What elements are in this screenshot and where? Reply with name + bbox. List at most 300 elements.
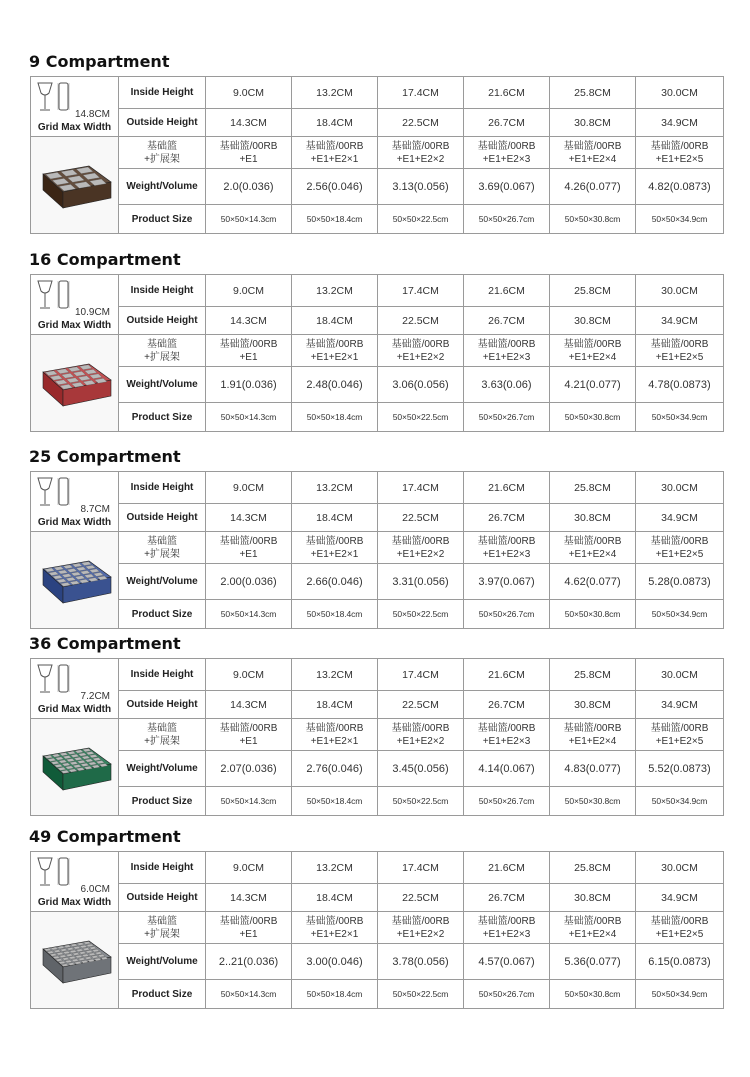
outside-height-label: Outside Height: [119, 691, 206, 719]
config-cell-line1: 基础篮/00RB: [391, 535, 450, 547]
config-cell-line1: 基础篮/00RB: [391, 722, 450, 734]
outside-height-cell: 18.4CM: [292, 884, 378, 912]
weight-volume-cell: 3.31(0.056): [378, 564, 464, 600]
table-row: [31, 884, 724, 912]
product-size-cell: 50×50×22.5cm: [378, 403, 464, 432]
inside-height-label: Inside Height: [119, 659, 206, 691]
outside-height-cell: 14.3CM: [206, 691, 292, 719]
product-size-cell: 50×50×30.8cm: [550, 787, 636, 816]
glass-outline-icon: [34, 80, 76, 114]
product-size-cell: 50×50×34.9cm: [636, 980, 724, 1009]
config-cell-line1: 基础篮/00RB: [305, 915, 364, 927]
grid-width-cell: [31, 659, 119, 719]
product-size-cell: 50×50×14.3cm: [206, 205, 292, 234]
section-title: 9 Compartment: [29, 52, 170, 71]
product-size-cell: 50×50×30.8cm: [550, 205, 636, 234]
inside-height-cell: 13.2CM: [292, 659, 378, 691]
inside-height-cell: 25.8CM: [550, 659, 636, 691]
grid-max-width-value: 14.8CM: [74, 109, 110, 120]
compartment-rack-icon: [35, 738, 115, 796]
outside-height-cell: 26.7CM: [464, 109, 550, 137]
table-row: [31, 335, 724, 367]
outside-height-cell: 14.3CM: [206, 307, 292, 335]
config-cell-line1: 基础篮/00RB: [391, 338, 450, 350]
config-cell-line2: +E1+E2×1: [310, 153, 359, 165]
weight-volume-cell: 4.82(0.0873): [636, 169, 724, 205]
weight-volume-cell: 2.48(0.046): [292, 367, 378, 403]
config-cell: [636, 912, 724, 944]
inside-height-cell: 30.0CM: [636, 472, 724, 504]
outside-height-cell: 30.8CM: [550, 691, 636, 719]
product-size-cell: 50×50×18.4cm: [292, 205, 378, 234]
config-cell: [464, 532, 550, 564]
config-cell: [636, 137, 724, 169]
table-row: [31, 912, 724, 944]
product-size-cell: 50×50×14.3cm: [206, 787, 292, 816]
config-cell-line2: +E1+E2×4: [568, 928, 617, 940]
product-size-cell: 50×50×34.9cm: [636, 205, 724, 234]
inside-height-cell: 17.4CM: [378, 275, 464, 307]
spec-table: [30, 471, 724, 629]
weight-volume-cell: 3.45(0.056): [378, 751, 464, 787]
config-label: [119, 719, 206, 751]
config-label: [119, 532, 206, 564]
product-size-cell: 50×50×30.8cm: [550, 980, 636, 1009]
config-cell: [378, 335, 464, 367]
config-cell-line1: 基础篮/00RB: [219, 338, 278, 350]
config-cell: [464, 719, 550, 751]
product-size-label: Product Size: [119, 980, 206, 1009]
outside-height-cell: 34.9CM: [636, 884, 724, 912]
config-cell: [550, 137, 636, 169]
config-cell-line1: 基础篮/00RB: [477, 140, 536, 152]
inside-height-cell: 13.2CM: [292, 275, 378, 307]
inside-height-cell: 25.8CM: [550, 852, 636, 884]
inside-height-cell: 21.6CM: [464, 77, 550, 109]
weight-volume-cell: 2.66(0.046): [292, 564, 378, 600]
config-cell-line2: +E1: [239, 153, 258, 165]
product-size-cell: 50×50×30.8cm: [550, 403, 636, 432]
config-cell-line1: 基础篮/00RB: [563, 338, 622, 350]
compartment-rack-icon: [35, 354, 115, 412]
spec-table: [30, 851, 724, 1009]
weight-volume-cell: 3.13(0.056): [378, 169, 464, 205]
product-size-cell: 50×50×30.8cm: [550, 600, 636, 629]
outside-height-cell: 26.7CM: [464, 307, 550, 335]
table-row: [31, 205, 724, 234]
table-row: [31, 564, 724, 600]
config-cell-line2: +E1+E2×5: [655, 735, 704, 747]
weight-volume-cell: 2.56(0.046): [292, 169, 378, 205]
weight-volume-cell: 4.57(0.067): [464, 944, 550, 980]
glass-outline-icon: [34, 278, 76, 312]
outside-height-cell: 30.8CM: [550, 307, 636, 335]
compartment-rack-icon: [35, 551, 115, 609]
config-cell-line2: +E1+E2×2: [396, 735, 445, 747]
product-size-label: Product Size: [119, 600, 206, 629]
weight-volume-cell: 3.78(0.056): [378, 944, 464, 980]
outside-height-label: Outside Height: [119, 504, 206, 532]
outside-height-cell: 26.7CM: [464, 691, 550, 719]
config-cell-line2: +E1+E2×2: [396, 928, 445, 940]
config-cell-line2: +E1+E2×4: [568, 153, 617, 165]
outside-height-cell: 22.5CM: [378, 109, 464, 137]
config-cell-line2: +E1+E2×5: [655, 928, 704, 940]
product-size-cell: 50×50×14.3cm: [206, 600, 292, 629]
config-cell: [292, 719, 378, 751]
product-size-cell: 50×50×14.3cm: [206, 980, 292, 1009]
outside-height-cell: 22.5CM: [378, 691, 464, 719]
outside-height-cell: 30.8CM: [550, 504, 636, 532]
grid-max-width-label: Grid Max Width: [37, 122, 112, 133]
config-cell: [636, 335, 724, 367]
rack-image-cell: [31, 532, 119, 629]
config-cell-line1: 基础篮/00RB: [650, 722, 709, 734]
product-size-cell: 50×50×26.7cm: [464, 403, 550, 432]
inside-height-cell: 21.6CM: [464, 659, 550, 691]
product-size-cell: 50×50×34.9cm: [636, 787, 724, 816]
table-row: [31, 852, 724, 884]
outside-height-cell: 22.5CM: [378, 884, 464, 912]
table-row: [31, 367, 724, 403]
grid-max-width-value: 6.0CM: [80, 884, 110, 895]
inside-height-label: Inside Height: [119, 852, 206, 884]
weight-volume-cell: 5.28(0.0873): [636, 564, 724, 600]
config-cell: [550, 335, 636, 367]
config-cell: [206, 912, 292, 944]
config-cell: [292, 335, 378, 367]
table-row: [31, 169, 724, 205]
config-cell-line1: 基础篮/00RB: [650, 915, 709, 927]
grid-max-width-label: Grid Max Width: [37, 320, 112, 331]
config-cell: [378, 719, 464, 751]
config-label-line1: 基础篮: [147, 535, 177, 547]
config-cell-line1: 基础篮/00RB: [563, 140, 622, 152]
config-cell-line1: 基础篮/00RB: [305, 535, 364, 547]
table-row: [31, 109, 724, 137]
outside-height-cell: 26.7CM: [464, 504, 550, 532]
config-cell: [206, 532, 292, 564]
inside-height-cell: 9.0CM: [206, 77, 292, 109]
product-size-cell: 50×50×26.7cm: [464, 600, 550, 629]
weight-volume-label: Weight/Volume: [119, 169, 206, 205]
weight-volume-label: Weight/Volume: [119, 751, 206, 787]
config-cell-line1: 基础篮/00RB: [219, 140, 278, 152]
weight-volume-label: Weight/Volume: [119, 367, 206, 403]
outside-height-cell: 26.7CM: [464, 884, 550, 912]
config-cell-line1: 基础篮/00RB: [650, 338, 709, 350]
table-row: [31, 504, 724, 532]
config-label: [119, 912, 206, 944]
weight-volume-cell: 2.00(0.036): [206, 564, 292, 600]
rack-image-cell: [31, 335, 119, 432]
spec-table: [30, 76, 724, 234]
outside-height-cell: 14.3CM: [206, 504, 292, 532]
config-cell-line1: 基础篮/00RB: [650, 535, 709, 547]
table-row: [31, 472, 724, 504]
config-cell-line2: +E1: [239, 928, 258, 940]
config-cell-line2: +E1+E2×5: [655, 153, 704, 165]
config-cell: [378, 532, 464, 564]
config-cell-line1: 基础篮/00RB: [219, 535, 278, 547]
config-label-line1: 基础篮: [147, 338, 177, 350]
weight-volume-label: Weight/Volume: [119, 564, 206, 600]
config-cell-line2: +E1+E2×1: [310, 548, 359, 560]
config-cell-line2: +E1+E2×3: [482, 928, 531, 940]
compartment-rack-icon: [35, 156, 115, 214]
table-row: [31, 77, 724, 109]
config-cell-line1: 基础篮/00RB: [477, 915, 536, 927]
config-cell-line1: 基础篮/00RB: [477, 338, 536, 350]
outside-height-label: Outside Height: [119, 307, 206, 335]
section-title: 36 Compartment: [29, 634, 181, 653]
config-cell-line2: +E1+E2×2: [396, 153, 445, 165]
weight-volume-label: Weight/Volume: [119, 944, 206, 980]
product-size-cell: 50×50×18.4cm: [292, 403, 378, 432]
spec-table: [30, 658, 724, 816]
grid-max-width-value: 7.2CM: [80, 691, 110, 702]
product-size-cell: 50×50×26.7cm: [464, 205, 550, 234]
product-size-cell: 50×50×34.9cm: [636, 403, 724, 432]
weight-volume-cell: 3.69(0.067): [464, 169, 550, 205]
config-label-line1: 基础篮: [147, 915, 177, 927]
inside-height-label: Inside Height: [119, 275, 206, 307]
config-cell-line2: +E1+E2×5: [655, 351, 704, 363]
outside-height-cell: 18.4CM: [292, 691, 378, 719]
config-cell: [292, 532, 378, 564]
outside-height-cell: 18.4CM: [292, 504, 378, 532]
config-label-line2: +扩展架: [144, 735, 180, 747]
config-cell-line2: +E1+E2×3: [482, 351, 531, 363]
config-label-line2: +扩展架: [144, 351, 180, 363]
outside-height-cell: 18.4CM: [292, 307, 378, 335]
weight-volume-cell: 4.83(0.077): [550, 751, 636, 787]
config-cell-line2: +E1: [239, 735, 258, 747]
config-cell-line2: +E1: [239, 351, 258, 363]
config-cell-line2: +E1+E2×1: [310, 735, 359, 747]
rack-image-cell: [31, 137, 119, 234]
grid-width-cell: [31, 472, 119, 532]
grid-max-width-label: Grid Max Width: [37, 517, 112, 528]
table-row: [31, 403, 724, 432]
inside-height-cell: 17.4CM: [378, 472, 464, 504]
table-row: [31, 275, 724, 307]
inside-height-cell: 13.2CM: [292, 852, 378, 884]
outside-height-cell: 14.3CM: [206, 109, 292, 137]
config-cell: [292, 137, 378, 169]
config-cell: [206, 335, 292, 367]
config-cell-line1: 基础篮/00RB: [391, 915, 450, 927]
config-cell: [636, 532, 724, 564]
config-cell-line1: 基础篮/00RB: [563, 915, 622, 927]
config-cell-line2: +E1+E2×3: [482, 735, 531, 747]
config-cell: [378, 912, 464, 944]
inside-height-cell: 17.4CM: [378, 852, 464, 884]
grid-width-cell: [31, 77, 119, 137]
weight-volume-cell: 3.97(0.067): [464, 564, 550, 600]
config-cell-line2: +E1+E2×4: [568, 548, 617, 560]
config-cell: [464, 335, 550, 367]
product-size-cell: 50×50×18.4cm: [292, 787, 378, 816]
table-row: [31, 980, 724, 1009]
weight-volume-cell: 2.07(0.036): [206, 751, 292, 787]
glass-outline-icon: [34, 855, 76, 889]
weight-volume-cell: 2.76(0.046): [292, 751, 378, 787]
table-row: [31, 691, 724, 719]
product-size-cell: 50×50×18.4cm: [292, 600, 378, 629]
table-row: [31, 719, 724, 751]
config-cell-line1: 基础篮/00RB: [477, 722, 536, 734]
config-cell-line1: 基础篮/00RB: [219, 722, 278, 734]
weight-volume-cell: 6.15(0.0873): [636, 944, 724, 980]
product-size-label: Product Size: [119, 787, 206, 816]
grid-width-cell: [31, 852, 119, 912]
config-label-line2: +扩展架: [144, 153, 180, 165]
glass-outline-icon: [34, 475, 76, 509]
config-cell-line2: +E1+E2×1: [310, 351, 359, 363]
inside-height-cell: 9.0CM: [206, 659, 292, 691]
config-cell-line2: +E1: [239, 548, 258, 560]
config-cell-line1: 基础篮/00RB: [305, 338, 364, 350]
inside-height-cell: 17.4CM: [378, 77, 464, 109]
weight-volume-cell: 1.91(0.036): [206, 367, 292, 403]
config-cell-line2: +E1+E2×2: [396, 548, 445, 560]
config-cell-line2: +E1+E2×4: [568, 351, 617, 363]
outside-height-cell: 22.5CM: [378, 307, 464, 335]
grid-max-width-value: 10.9CM: [74, 307, 110, 318]
weight-volume-cell: 3.63(0.06): [464, 367, 550, 403]
outside-height-label: Outside Height: [119, 109, 206, 137]
weight-volume-cell: 5.52(0.0873): [636, 751, 724, 787]
config-cell-line1: 基础篮/00RB: [219, 915, 278, 927]
config-cell: [550, 532, 636, 564]
inside-height-label: Inside Height: [119, 472, 206, 504]
outside-height-cell: 22.5CM: [378, 504, 464, 532]
table-row: [31, 751, 724, 787]
product-size-cell: 50×50×34.9cm: [636, 600, 724, 629]
weight-volume-cell: 5.36(0.077): [550, 944, 636, 980]
inside-height-cell: 9.0CM: [206, 275, 292, 307]
inside-height-cell: 30.0CM: [636, 659, 724, 691]
config-cell-line2: +E1+E2×3: [482, 548, 531, 560]
table-row: [31, 532, 724, 564]
outside-height-cell: 34.9CM: [636, 691, 724, 719]
compartment-rack-icon: [35, 931, 115, 989]
config-label-line2: +扩展架: [144, 548, 180, 560]
product-size-label: Product Size: [119, 205, 206, 234]
config-cell: [464, 137, 550, 169]
weight-volume-cell: 3.06(0.056): [378, 367, 464, 403]
weight-volume-cell: 4.62(0.077): [550, 564, 636, 600]
table-row: [31, 944, 724, 980]
outside-height-cell: 34.9CM: [636, 504, 724, 532]
config-cell-line1: 基础篮/00RB: [477, 535, 536, 547]
product-size-cell: 50×50×18.4cm: [292, 980, 378, 1009]
product-size-cell: 50×50×14.3cm: [206, 403, 292, 432]
config-cell: [464, 912, 550, 944]
inside-height-cell: 30.0CM: [636, 852, 724, 884]
weight-volume-cell: 2.0(0.036): [206, 169, 292, 205]
inside-height-cell: 9.0CM: [206, 852, 292, 884]
config-label-line1: 基础篮: [147, 140, 177, 152]
config-cell-line1: 基础篮/00RB: [563, 535, 622, 547]
weight-volume-cell: 4.78(0.0873): [636, 367, 724, 403]
inside-height-cell: 21.6CM: [464, 275, 550, 307]
product-size-label: Product Size: [119, 403, 206, 432]
product-size-cell: 50×50×22.5cm: [378, 980, 464, 1009]
outside-height-cell: 14.3CM: [206, 884, 292, 912]
config-cell-line2: +E1+E2×4: [568, 735, 617, 747]
config-cell-line2: +E1+E2×1: [310, 928, 359, 940]
config-cell-line2: +E1+E2×2: [396, 351, 445, 363]
config-label-line1: 基础篮: [147, 722, 177, 734]
config-cell: [550, 719, 636, 751]
product-size-cell: 50×50×22.5cm: [378, 600, 464, 629]
config-cell-line2: +E1+E2×3: [482, 153, 531, 165]
outside-height-cell: 30.8CM: [550, 884, 636, 912]
weight-volume-cell: 4.26(0.077): [550, 169, 636, 205]
config-label: [119, 335, 206, 367]
outside-height-cell: 34.9CM: [636, 109, 724, 137]
section-title: 25 Compartment: [29, 447, 181, 466]
config-cell-line1: 基础篮/00RB: [650, 140, 709, 152]
section-title: 16 Compartment: [29, 250, 181, 269]
config-cell: [636, 719, 724, 751]
inside-height-cell: 25.8CM: [550, 77, 636, 109]
table-row: [31, 137, 724, 169]
inside-height-cell: 25.8CM: [550, 472, 636, 504]
config-cell: [550, 912, 636, 944]
config-label-line2: +扩展架: [144, 928, 180, 940]
table-row: [31, 600, 724, 629]
inside-height-cell: 30.0CM: [636, 77, 724, 109]
config-cell-line1: 基础篮/00RB: [391, 140, 450, 152]
outside-height-label: Outside Height: [119, 884, 206, 912]
inside-height-cell: 17.4CM: [378, 659, 464, 691]
table-row: [31, 659, 724, 691]
weight-volume-cell: 4.14(0.067): [464, 751, 550, 787]
outside-height-cell: 34.9CM: [636, 307, 724, 335]
config-cell: [378, 137, 464, 169]
inside-height-cell: 9.0CM: [206, 472, 292, 504]
inside-height-cell: 13.2CM: [292, 472, 378, 504]
table-row: [31, 307, 724, 335]
grid-width-cell: [31, 275, 119, 335]
weight-volume-cell: 2..21(0.036): [206, 944, 292, 980]
grid-max-width-value: 8.7CM: [80, 504, 110, 515]
config-cell-line1: 基础篮/00RB: [305, 722, 364, 734]
glass-outline-icon: [34, 662, 76, 696]
inside-height-cell: 21.6CM: [464, 472, 550, 504]
config-cell: [206, 137, 292, 169]
config-cell-line1: 基础篮/00RB: [305, 140, 364, 152]
outside-height-cell: 30.8CM: [550, 109, 636, 137]
config-cell-line2: +E1+E2×5: [655, 548, 704, 560]
grid-max-width-label: Grid Max Width: [37, 704, 112, 715]
table-row: [31, 787, 724, 816]
product-size-cell: 50×50×26.7cm: [464, 787, 550, 816]
product-size-cell: 50×50×22.5cm: [378, 205, 464, 234]
config-cell: [292, 912, 378, 944]
config-cell-line1: 基础篮/00RB: [563, 722, 622, 734]
inside-height-cell: 21.6CM: [464, 852, 550, 884]
weight-volume-cell: 3.00(0.046): [292, 944, 378, 980]
inside-height-cell: 30.0CM: [636, 275, 724, 307]
spec-table: [30, 274, 724, 432]
weight-volume-cell: 4.21(0.077): [550, 367, 636, 403]
product-size-cell: 50×50×22.5cm: [378, 787, 464, 816]
grid-max-width-label: Grid Max Width: [37, 897, 112, 908]
